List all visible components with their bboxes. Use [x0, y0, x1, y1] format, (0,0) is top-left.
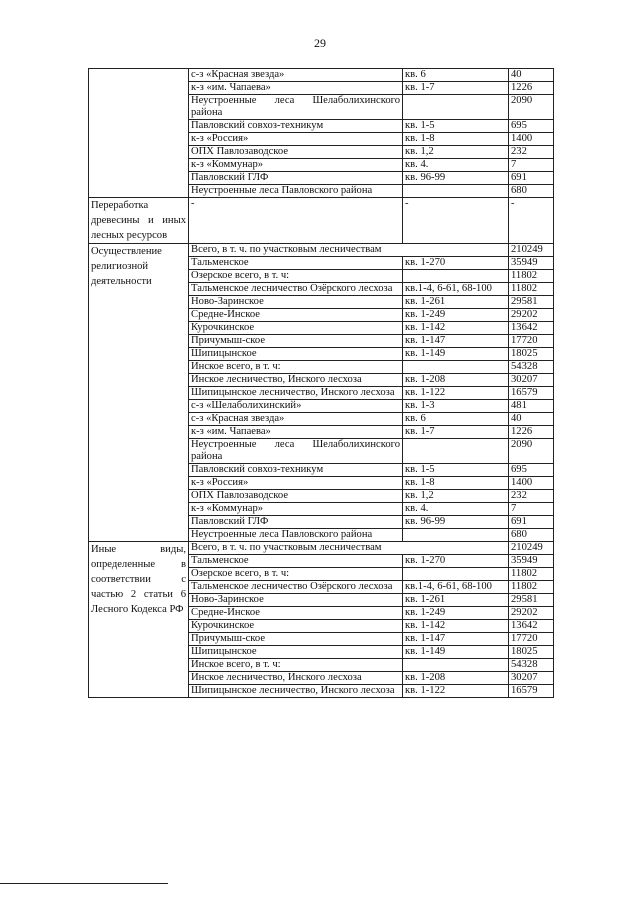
forestry-cell: Инское всего, в т. ч:	[189, 659, 403, 672]
quarters-cell: кв. 1-149	[403, 646, 509, 659]
area-cell: 481	[509, 400, 554, 413]
area-cell: 11802	[509, 581, 554, 594]
quarters-cell: кв. 1-261	[403, 594, 509, 607]
quarters-cell: кв. 4.	[403, 503, 509, 516]
area-cell: 17720	[509, 335, 554, 348]
quarters-cell: кв. 1-122	[403, 685, 509, 698]
quarters-cell: кв. 1-5	[403, 120, 509, 133]
area-cell: 695	[509, 464, 554, 477]
quarters-cell: кв. 6	[403, 69, 509, 82]
area-cell: 18025	[509, 348, 554, 361]
area-cell: 7	[509, 159, 554, 172]
total-label: Всего, в т. ч. по участковым лесничествам	[189, 542, 509, 555]
area-cell: 18025	[509, 646, 554, 659]
forestry-cell: ОПХ Павлозаводское	[189, 146, 403, 159]
area-cell: 680	[509, 529, 554, 542]
forestry-cell: Тальменское лесничество Озёрского лесхоза	[189, 581, 403, 594]
quarters-cell	[403, 659, 509, 672]
area-cell: 11802	[509, 283, 554, 296]
area-cell: 691	[509, 172, 554, 185]
forestry-cell: Тальменское	[189, 257, 403, 270]
total-row	[89, 244, 554, 257]
activity-cell: Переработка древесины и иных лесных ресурсов	[89, 198, 189, 244]
forestry-cell: с-з «Красная звезда»	[189, 69, 403, 82]
forestry-cell: Шипицынское лесничество, Инского лесхоза	[189, 685, 403, 698]
forestry-cell: Павловский ГЛФ	[189, 172, 403, 185]
quarters-cell: кв. 1-147	[403, 335, 509, 348]
quarters-cell: кв. 1-7	[403, 426, 509, 439]
table-row	[89, 69, 554, 82]
forestry-cell: к-з «Россия»	[189, 133, 403, 146]
forestry-cell: с-з «Шелаболихинский»	[189, 400, 403, 413]
forestry-cell: Средне-Инское	[189, 309, 403, 322]
area-cell: 17720	[509, 633, 554, 646]
area-cell: 691	[509, 516, 554, 529]
total-label: Всего, в т. ч. по участковым лесничествам	[189, 244, 509, 257]
forestry-cell: Павловский ГЛФ	[189, 516, 403, 529]
area-cell: 695	[509, 120, 554, 133]
forestry-cell: Ново-Заринское	[189, 594, 403, 607]
quarters-cell: кв. 1,2	[403, 146, 509, 159]
quarters-cell: -	[403, 198, 509, 244]
area-cell: 232	[509, 490, 554, 503]
area-cell: 680	[509, 185, 554, 198]
quarters-cell: кв. 1-270	[403, 257, 509, 270]
area-cell: 35949	[509, 257, 554, 270]
quarters-cell: кв. 1-249	[403, 607, 509, 620]
forestry-cell: Курочкинское	[189, 620, 403, 633]
area-cell: 2090	[509, 95, 554, 120]
quarters-cell	[403, 439, 509, 464]
forestry-cell: к-з «Коммунар»	[189, 159, 403, 172]
quarters-cell: кв. 1-149	[403, 348, 509, 361]
area-cell: 16579	[509, 387, 554, 400]
area-cell: 40	[509, 413, 554, 426]
forestry-cell: Инское лесничество, Инского лесхоза	[189, 374, 403, 387]
quarters-cell: кв. 1-270	[403, 555, 509, 568]
total-row	[89, 542, 554, 555]
forestry-cell: Неустроенные леса Шелаболихинского района	[189, 95, 403, 120]
area-cell: 13642	[509, 620, 554, 633]
activity-cell	[89, 69, 189, 198]
quarters-cell: кв. 1,2	[403, 490, 509, 503]
area-cell: 232	[509, 146, 554, 159]
forestry-cell: Озерское всего, в т. ч:	[189, 270, 403, 283]
forestry-allocation-table	[88, 68, 554, 698]
forestry-cell: Неустроенные леса Шелаболихинского района	[189, 439, 403, 464]
footnote-separator-line	[0, 883, 168, 884]
area-cell: 30207	[509, 374, 554, 387]
forestry-cell: Тальменское лесничество Озёрского лесхоза	[189, 283, 403, 296]
area-cell: 29202	[509, 607, 554, 620]
area-cell: 1226	[509, 82, 554, 95]
quarters-cell: кв.1-4, 6-61, 68-100	[403, 283, 509, 296]
forestry-cell: Причумыш-ское	[189, 335, 403, 348]
area-cell: 30207	[509, 672, 554, 685]
total-value: 210249	[509, 542, 554, 555]
quarters-cell: кв. 1-142	[403, 620, 509, 633]
quarters-cell: кв. 1-8	[403, 477, 509, 490]
area-cell: 1226	[509, 426, 554, 439]
forestry-cell: к-з «Россия»	[189, 477, 403, 490]
area-cell: 11802	[509, 270, 554, 283]
forestry-cell: к-з «им. Чапаева»	[189, 426, 403, 439]
area-cell: 54328	[509, 361, 554, 374]
quarters-cell: кв. 1-7	[403, 82, 509, 95]
area-cell: 11802	[509, 568, 554, 581]
quarters-cell	[403, 95, 509, 120]
quarters-cell: кв. 1-122	[403, 387, 509, 400]
activity-cell: Иные виды, определенные в соответствии с частью 2 статьи 6 Лесного Кодекса РФ	[89, 542, 189, 698]
forestry-cell: Инское всего, в т. ч:	[189, 361, 403, 374]
area-cell: 35949	[509, 555, 554, 568]
area-cell: 40	[509, 69, 554, 82]
quarters-cell: кв.1-4, 6-61, 68-100	[403, 581, 509, 594]
forestry-cell: Инское лесничество, Инского лесхоза	[189, 672, 403, 685]
quarters-cell: кв. 4.	[403, 159, 509, 172]
forestry-cell: Средне-Инское	[189, 607, 403, 620]
area-cell: 13642	[509, 322, 554, 335]
area-cell: 1400	[509, 477, 554, 490]
area-cell: 29581	[509, 296, 554, 309]
quarters-cell	[403, 270, 509, 283]
table-body	[89, 69, 554, 698]
forestry-cell: Шипицынское	[189, 348, 403, 361]
forestry-cell: Павловский совхоз-техникум	[189, 464, 403, 477]
area-cell: 16579	[509, 685, 554, 698]
area-cell: 54328	[509, 659, 554, 672]
area-cell: 29202	[509, 309, 554, 322]
quarters-cell	[403, 568, 509, 581]
quarters-cell: кв. 1-208	[403, 672, 509, 685]
forestry-cell: Шипицынское	[189, 646, 403, 659]
forestry-cell: ОПХ Павлозаводское	[189, 490, 403, 503]
quarters-cell: кв. 1-142	[403, 322, 509, 335]
activity-cell: Осуществление религиозной деятельности	[89, 244, 189, 542]
forestry-cell: Шипицынское лесничество, Инского лесхоза	[189, 387, 403, 400]
total-value: 210249	[509, 244, 554, 257]
quarters-cell: кв. 96-99	[403, 516, 509, 529]
forestry-cell: Тальменское	[189, 555, 403, 568]
forestry-cell: с-з «Красная звезда»	[189, 413, 403, 426]
quarters-cell: кв. 1-3	[403, 400, 509, 413]
quarters-cell: кв. 1-5	[403, 464, 509, 477]
quarters-cell: кв. 1-8	[403, 133, 509, 146]
forestry-cell: Неустроенные леса Павловского района	[189, 529, 403, 542]
quarters-cell: кв. 1-249	[403, 309, 509, 322]
forestry-cell: Озерское всего, в т. ч:	[189, 568, 403, 581]
quarters-cell	[403, 529, 509, 542]
quarters-cell: кв. 6	[403, 413, 509, 426]
quarters-cell: кв. 1-261	[403, 296, 509, 309]
forestry-cell: Ново-Заринское	[189, 296, 403, 309]
quarters-cell: кв. 1-147	[403, 633, 509, 646]
area-cell: 1400	[509, 133, 554, 146]
forestry-cell: к-з «Коммунар»	[189, 503, 403, 516]
quarters-cell: кв. 1-208	[403, 374, 509, 387]
quarters-cell	[403, 185, 509, 198]
page-number: 29	[314, 36, 326, 50]
area-cell: -	[509, 198, 554, 244]
forestry-cell: к-з «им. Чапаева»	[189, 82, 403, 95]
quarters-cell: кв. 96-99	[403, 172, 509, 185]
table-row	[89, 198, 554, 244]
area-cell: 7	[509, 503, 554, 516]
forestry-cell: Курочкинское	[189, 322, 403, 335]
area-cell: 29581	[509, 594, 554, 607]
area-cell: 2090	[509, 439, 554, 464]
forestry-cell: -	[189, 198, 403, 244]
forestry-cell: Павловский совхоз-техникум	[189, 120, 403, 133]
quarters-cell	[403, 361, 509, 374]
forestry-cell: Причумыш-ское	[189, 633, 403, 646]
forestry-cell: Неустроенные леса Павловского района	[189, 185, 403, 198]
